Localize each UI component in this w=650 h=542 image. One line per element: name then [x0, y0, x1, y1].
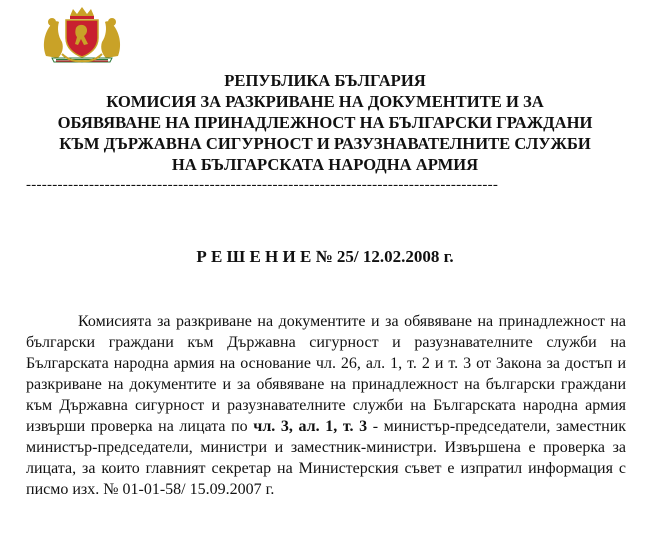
header-commission-line-3: КЪМ ДЪРЖАВНА СИГУРНОСТ И РАЗУЗНАВАТЕЛНИТЕ СЛУЖБИ: [59, 134, 591, 153]
header-country: РЕПУБЛИКА БЪЛГАРИЯ: [224, 71, 426, 90]
document-header: [0, 70, 650, 175]
body-text-part-1: Комисията за разкриване на документите и за обявяване на принадлежност на български граждани към Държавна сигурност и разузнавателните служби на Българската народна армия на основание чл. 26, ал. 1, т. 2 и т. 3 от Закона за достъп и разкриване на документите и за обявяване на принадлежност на български граждани към Държавна сигурност и разузнавателните служби на Българската народна армия извърши проверка на лицата по: [26, 313, 626, 435]
header-divider: ------------------------------------------------------------------------------------------: [26, 177, 499, 193]
decision-body: [26, 311, 626, 500]
coat-of-arms-icon: [32, 4, 132, 64]
header-commission-line-4: НА БЪЛГАРСКАТА НАРОДНА АРМИЯ: [171, 155, 479, 174]
body-text-part-2: - министър-председатели, заместник министър-председатели, министри и заместник-министри. Извършена е проверка за лицата, за които главният секретар на Министерския съвет е изпратил информация с писмо изх. № 01-01-58/ 15.09.2007 г.: [26, 418, 627, 498]
body-text-legal-reference: чл. 3, ал. 1, т. 3: [253, 418, 368, 435]
header-commission-line-2: ОБЯВЯВАНЕ НА ПРИНАДЛЕЖНОСТ НА БЪЛГАРСКИ ГРАЖДАНИ: [57, 113, 593, 132]
decision-title: Р Е Ш Е Н И Е № 25/ 12.02.2008 г.: [196, 247, 454, 266]
header-commission-line-1: КОМИСИЯ ЗА РАЗКРИВАНЕ НА ДОКУМЕНТИТЕ И ЗА: [106, 92, 544, 111]
